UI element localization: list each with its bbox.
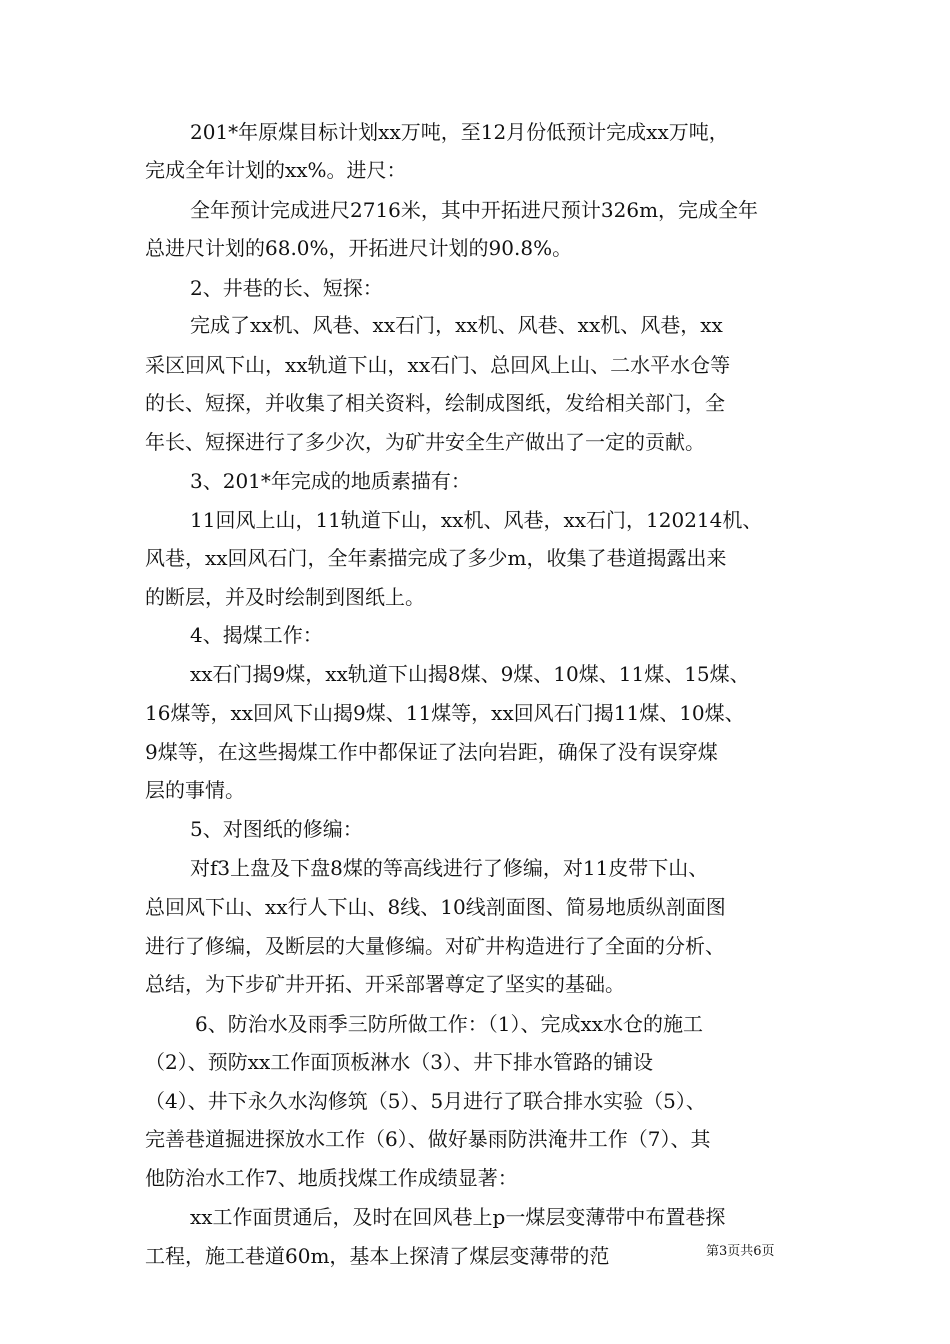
section-heading-5: 5、对图纸的修编： — [190, 817, 363, 841]
text-line-26: （4）、井下永久水沟修筑（5）、5月进行了联合排水实验（5）、 — [145, 1089, 706, 1113]
section-heading-4: 4、揭煤工作： — [190, 623, 323, 647]
text-line-4: 总进尺计划的68.0%，开拓进尺计划的90.8%。 — [145, 236, 573, 260]
section-heading-3: 3、201*年完成的地质素描有： — [190, 469, 471, 493]
text-line-11: 11回风上山，11轨道下山，xx机、风巷，xx石门，120214机、 — [190, 508, 763, 532]
text-line-12: 风巷，xx回风石门，全年素描完成了多少m，收集了巷道揭露出来 — [145, 546, 727, 570]
text-line-15: xx石门揭9煤，xx轨道下山揭8煤、9煤、10煤、11煤、15煤、 — [190, 662, 750, 686]
text-line-27: 完善巷道掘进探放水工作（6）、做好暴雨防洪淹井工作（7）、其 — [145, 1127, 711, 1151]
section-heading-2: 2、井巷的长、短探： — [190, 276, 383, 300]
text-line-22: 进行了修编，及断层的大量修编。对矿井构造进行了全面的分析、 — [145, 934, 725, 958]
section-heading-6: 6、防治水及雨季三防所做工作：（1）、完成xx水仓的施工 — [195, 1012, 704, 1036]
text-line-6: 完成了xx机、风巷、xx石门，xx机、风巷、xx机、风巷，xx — [190, 313, 723, 337]
text-line-20: 对f3上盘及下盘8煤的等高线进行了修编，对11皮带下山、 — [190, 856, 709, 880]
text-line-9: 年长、短探进行了多少次，为矿井安全生产做出了一定的贡献。 — [145, 430, 705, 454]
text-line-8: 的长、短探，并收集了相关资料，绘制成图纸，发给相关部门，全 — [145, 391, 725, 415]
page-number: 第3页共6页 — [706, 1244, 775, 1259]
text-line-25: （2）、预防xx工作面顶板淋水（3）、井下排水管路的铺设 — [145, 1050, 654, 1074]
text-line-18: 层的事情。 — [145, 778, 245, 802]
text-line-2: 完成全年计划的xx%。进尺： — [145, 158, 407, 182]
text-line-23: 总结，为下步矿井开拓、开采部署尊定了坚实的基础。 — [145, 972, 625, 996]
text-line-7: 采区回风下山，xx轨道下山，xx石门、总回风上山、二水平水仓等 — [145, 353, 731, 377]
text-line-1: 201*年原煤目标计划xx万吨，至12月份低预计完成xx万吨， — [190, 120, 729, 144]
text-line-17: 9煤等，在这些揭煤工作中都保证了法向岩距，确保了没有误穿煤 — [145, 740, 718, 764]
text-line-21: 总回风下山、xx行人下山、8线、10线剖面图、简易地质纵剖面图 — [145, 895, 726, 919]
text-line-3: 全年预计完成进尺2716米，其中开拓进尺预计326m，完成全年 — [190, 198, 759, 222]
text-line-29: xx工作面贯通后，及时在回风巷上p一煤层变薄带中布置巷探 — [190, 1205, 726, 1229]
text-line-30: 工程，施工巷道60m，基本上探清了煤层变薄带的范 — [145, 1244, 610, 1268]
text-line-13: 的断层，并及时绘制到图纸上。 — [145, 585, 425, 609]
text-line-16: 16煤等，xx回风下山揭9煤、11煤等，xx回风石门揭11煤、10煤、 — [145, 701, 745, 725]
text-line-28: 他防治水工作7、地质找煤工作成绩显著： — [145, 1166, 518, 1190]
